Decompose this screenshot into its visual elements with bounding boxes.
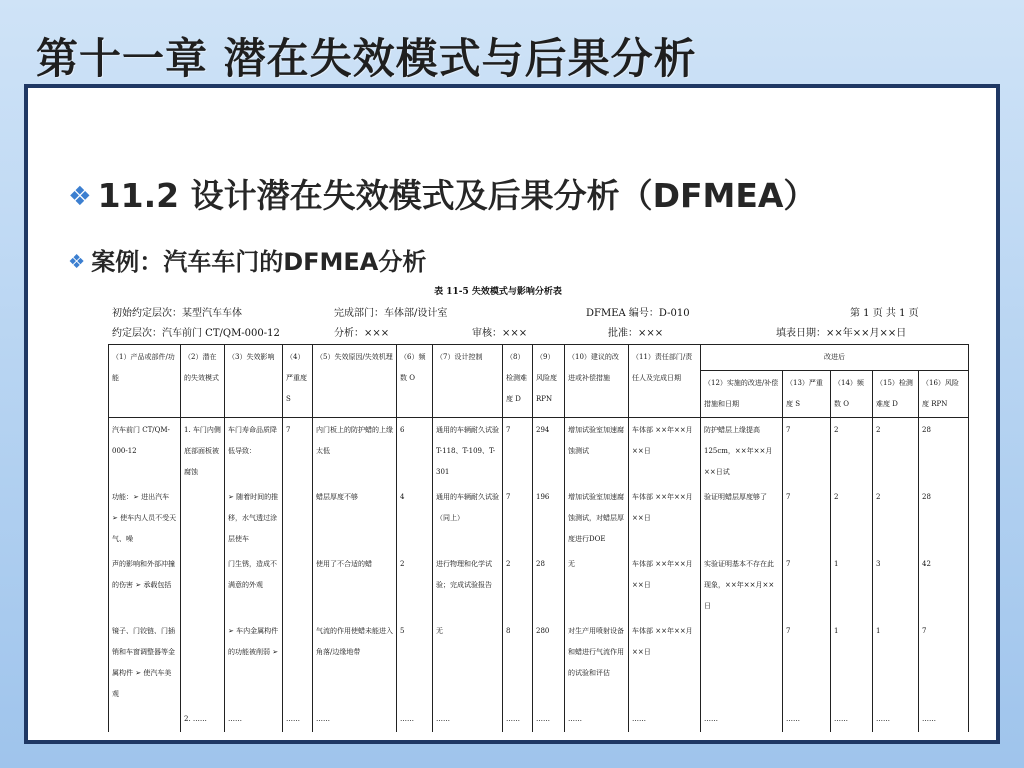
table-cell — [283, 619, 313, 707]
header-cell: （6）频数 O — [397, 345, 433, 418]
table-cell: 7 — [783, 552, 831, 619]
table-cell: 声的影响和外部冲撞的伤害 ➢ 承载包括 — [109, 552, 181, 619]
table-cell: 7 — [503, 418, 533, 486]
table-cell: 7 — [783, 485, 831, 552]
header-cell: （10）建议的改进或补偿措施 — [565, 345, 629, 418]
bullet-heading-1-text: 11.2 设计潜在失效模式及后果分析（DFMEA） — [97, 176, 817, 215]
table-cell: 车体部 ××年××月××日 — [629, 485, 701, 552]
table-cell: …… — [433, 707, 503, 732]
header-cell: （2）潜在的失效模式 — [181, 345, 225, 418]
table-cell — [181, 619, 225, 707]
header-group-after: 改进后 — [701, 345, 969, 371]
meta-review: 审核：××× — [472, 328, 528, 339]
table-cell: 28 — [919, 485, 969, 552]
table-cell: 防护蜡层上缘提高125cm，××年××月××日试 — [701, 418, 783, 486]
meta-level: 约定层次：汽车前门 CT/QM-000-12 — [112, 328, 280, 339]
table-row — [109, 418, 969, 486]
table-cell — [701, 619, 783, 707]
table-cell: 通用的车辆耐久试验 T-118、T-109、T-301 — [433, 418, 503, 486]
table-cell: …… — [225, 707, 283, 732]
header-cell: （12）实施的改进/补偿措施和日期 — [701, 371, 783, 418]
slide-title: 第十一章 潜在失效模式与后果分析 — [36, 34, 697, 83]
table-cell: …… — [919, 707, 969, 732]
table-cell: 8 — [503, 619, 533, 707]
header-cell: （13）严重度 S — [783, 371, 831, 418]
table-cell: 5 — [397, 619, 433, 707]
table-cell — [181, 485, 225, 552]
table-cell — [109, 707, 181, 732]
table-cell: 3 — [873, 552, 919, 619]
table-cell: …… — [565, 707, 629, 732]
table-cell: 7 — [783, 619, 831, 707]
table-cell: …… — [873, 707, 919, 732]
table-cell: 气流的作用使蜡未能进入角落/边缘地带 — [313, 619, 397, 707]
header-cell: （7）设计控制 — [433, 345, 503, 418]
table-cell: …… — [831, 707, 873, 732]
table-cell: 294 — [533, 418, 565, 486]
table-cell — [283, 552, 313, 619]
table-cell: 2 — [873, 485, 919, 552]
table-cell: 1 — [831, 552, 873, 619]
meta-dept: 完成部门：车体部/设计室 — [334, 308, 448, 319]
table-cell: 蜡层厚度不够 — [313, 485, 397, 552]
table-cell: 2 — [831, 485, 873, 552]
table-cell: 2 — [873, 418, 919, 486]
table-cell: 镜子、门铰链、门插销和车窗调整器等金属构件 ➢ 使汽车美观 — [109, 619, 181, 707]
table-cell: …… — [313, 707, 397, 732]
bullet-heading-2-text: 案例：汽车车门的DFMEA分析 — [91, 248, 427, 276]
header-cell: （11）责任部门/责任人及完成日期 — [629, 345, 701, 418]
table-cell: 2 — [831, 418, 873, 486]
table-cell: 车体部 ××年××月××日 — [629, 418, 701, 486]
table-cell: 6 — [397, 418, 433, 486]
table-cell: 7 — [783, 418, 831, 486]
table-cell: 无 — [433, 619, 503, 707]
header-row — [109, 345, 969, 371]
table-cell: 内门板上的防护蜡的上缘太低 — [313, 418, 397, 486]
header-cell: （3）失效影响 — [225, 345, 283, 418]
table-cell — [283, 485, 313, 552]
table-cell: 无 — [565, 552, 629, 619]
table-cell: 使用了不合适的蜡 — [313, 552, 397, 619]
content-panel — [24, 84, 1000, 744]
table-cell: 1 — [831, 619, 873, 707]
table-cell: 增加试验室加速腐蚀测试，对蜡层厚度进行DOE — [565, 485, 629, 552]
fmea-table — [108, 344, 969, 732]
table-cell: 功能：➢ 进出汽车 ➢ 使车内人员不受天气、噪 — [109, 485, 181, 552]
table-cell: 车体部 ××年××月××日 — [629, 552, 701, 619]
meta-page: 第 1 页 共 1 页 — [850, 308, 919, 319]
header-cell: （1）产品或部件/功能 — [109, 345, 181, 418]
header-cell: （15）检测难度 D — [873, 371, 919, 418]
table-cell — [181, 552, 225, 619]
bullet-heading-1 — [68, 170, 816, 217]
header-cell: （16）风险度 RPN — [919, 371, 969, 418]
table-row — [109, 707, 969, 732]
meta-code: DFMEA 编号：D-010 — [586, 308, 690, 319]
table-cell: ➢ 车内金属构件的功能被削弱 ➢ — [225, 619, 283, 707]
table-cell: …… — [629, 707, 701, 732]
diamond-bullet-icon: ❖ — [68, 250, 86, 273]
table-cell: 42 — [919, 552, 969, 619]
table-cell: 28 — [919, 418, 969, 486]
table-row — [109, 485, 969, 552]
table-cell: 7 — [503, 485, 533, 552]
table-cell: …… — [701, 707, 783, 732]
table-cell: 汽车前门 CT/QM-000-12 — [109, 418, 181, 486]
table-cell: 2 — [503, 552, 533, 619]
bullet-heading-2 — [68, 242, 426, 277]
table-cell: 通用的车辆耐久试验（同上） — [433, 485, 503, 552]
table-cell: 进行物理和化学试验；完成试验报告 — [433, 552, 503, 619]
table-cell: …… — [503, 707, 533, 732]
table-cell: ➢ 随着时间的推移，水气透过涂层使车 — [225, 485, 283, 552]
meta-date: 填表日期：××年××月××日 — [776, 328, 907, 339]
meta-approve: 批准：××× — [608, 328, 664, 339]
table-cell: 28 — [533, 552, 565, 619]
table-cell: …… — [397, 707, 433, 732]
table-cell: 2. …… — [181, 707, 225, 732]
meta-initial-level: 初始约定层次：某型汽车车体 — [112, 308, 242, 319]
table-cell: 7 — [283, 418, 313, 486]
table-cell: 实验证明基本不存在此现象，××年××月××日 — [701, 552, 783, 619]
table-cell: 1. 车门内侧底部面板被腐蚀 — [181, 418, 225, 486]
fmea-table-image — [98, 284, 998, 744]
table-cell: 2 — [397, 552, 433, 619]
table-cell: 7 — [919, 619, 969, 707]
table-cell: …… — [283, 707, 313, 732]
table-cell: 车体部 ××年××月××日 — [629, 619, 701, 707]
table-row — [109, 619, 969, 707]
table-cell: …… — [533, 707, 565, 732]
table-cell: 196 — [533, 485, 565, 552]
table-cell: 验证明蜡层厚度够了 — [701, 485, 783, 552]
table-cell: 对生产用喷射设备和蜡进行气流作用的试验和评估 — [565, 619, 629, 707]
table-row — [109, 552, 969, 619]
diamond-bullet-icon: ❖ — [68, 181, 92, 212]
table-cell: 增加试验室加速腐蚀测试 — [565, 418, 629, 486]
header-cell: （5）失效原因/失效机理 — [313, 345, 397, 418]
meta-analysis: 分析：××× — [334, 328, 390, 339]
header-cell: （8）检测难度 D — [503, 345, 533, 418]
table-caption: 表 11-5 失效模式与影响分析表 — [434, 287, 562, 297]
table-cell: 门生锈，造成不满意的外观 — [225, 552, 283, 619]
table-cell: 4 — [397, 485, 433, 552]
header-cell: （4）严重度 S — [283, 345, 313, 418]
table-cell: 1 — [873, 619, 919, 707]
table-cell: 280 — [533, 619, 565, 707]
table-cell: …… — [783, 707, 831, 732]
header-cell: （14）频数 O — [831, 371, 873, 418]
table-cell: 车门寿命品质降低导致： — [225, 418, 283, 486]
header-cell: （9）风险度 RPN — [533, 345, 565, 418]
